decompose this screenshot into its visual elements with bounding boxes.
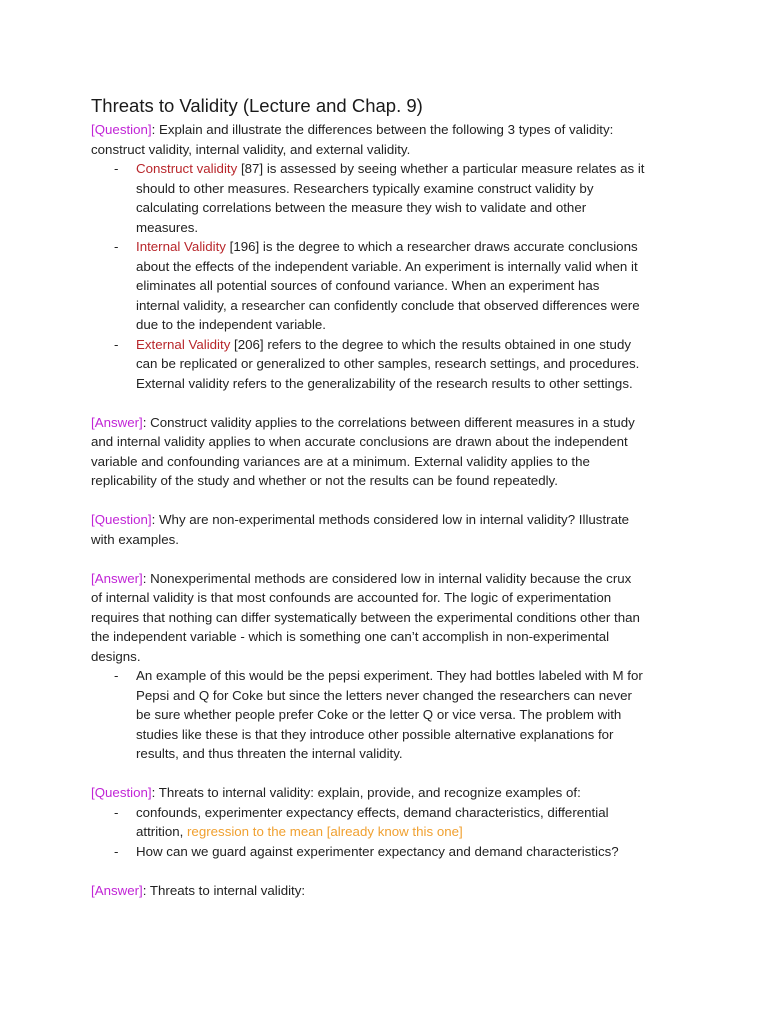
paragraph — [91, 569, 691, 589]
paragraph-line: the independent variable - which is something one can’t accomplish in non-experimental — [91, 629, 610, 644]
bullet-item — [91, 842, 691, 862]
bullet-list — [91, 159, 691, 393]
bullet-dash: - — [114, 668, 119, 683]
bullet-list — [91, 666, 691, 764]
answer-block — [91, 569, 691, 764]
question-tag: [Question] — [91, 122, 152, 137]
paragraph-line: construct validity, internal validity, and external validity. — [91, 141, 411, 157]
answer-block — [91, 413, 691, 491]
note-highlight: regression to the mean [already know this one] — [187, 824, 463, 839]
paragraph — [91, 510, 691, 530]
bullet-dash: - — [114, 804, 119, 820]
bullet-text: An example of this would be the pepsi experiment. They had bottles labeled with M for — [136, 668, 643, 683]
bullet-text: External validity refers to the generalizability of the research results to other settings. — [136, 375, 633, 391]
paragraph-line: designs. — [91, 648, 141, 664]
question-tag: [Question] — [91, 785, 152, 800]
document-title: Threats to Validity (Lecture and Chap. 9) — [91, 95, 423, 116]
bullet-item — [91, 803, 691, 842]
paragraph — [91, 120, 691, 140]
bullet-text: be sure whether people prefer Coke or the letter Q or vice versa. The problem with — [136, 707, 622, 722]
bullet-text: can be replicated or generalized to other samples, research settings, and procedures. — [136, 356, 640, 371]
term-highlight: Internal Validity — [136, 239, 226, 254]
bullet-text: Pepsi and Q for Coke but since the letters never changed the researchers can never — [136, 687, 632, 703]
bullet-item — [91, 159, 691, 237]
bullet-text: measures. — [136, 219, 199, 235]
bullet-text: eliminates all potential sources of confound variance. When an experiment has — [136, 278, 600, 293]
answer-block — [91, 881, 691, 901]
paragraph-line: replicability of the study and whether or not the results can be found repeatedly. — [91, 473, 558, 488]
term-highlight: Construct validity — [136, 161, 238, 176]
bullet-text: about the effects of the independent variable. An experiment is internally valid when it — [136, 258, 638, 274]
paragraph-spacer — [91, 764, 691, 784]
bullet-text: studies like these is that they introduce other possible alternative explanations for — [136, 726, 614, 742]
paragraph-line: and internal validity applies to when accurate conclusions are drawn about the independent — [91, 434, 628, 449]
bullet-item — [91, 237, 691, 335]
question-block — [91, 120, 691, 393]
paragraph-spacer — [91, 491, 691, 511]
bullet-text: confounds, experimenter expectancy effects, demand characteristics, differential — [136, 804, 609, 820]
paragraph-line: variable and confounding variances are at a minimum. External validity applies to the — [91, 453, 590, 469]
answer-tag: [Answer] — [91, 414, 143, 430]
paragraph-text: : Nonexperimental methods are considered low in internal validity because the crux — [142, 570, 632, 586]
paragraph-spacer — [91, 549, 691, 569]
paragraph-text: : Explain and illustrate the differences between the following 3 types of validity: — [151, 122, 614, 137]
paragraph-text: : Construct validity applies to the correlations between different measures in a study — [142, 414, 635, 430]
bullet-text: How can we guard against experimenter expectancy and demand characteristics? — [136, 843, 619, 859]
bullet-text: [87] is assessed by seeing whether a particular measure relates as it — [237, 161, 645, 176]
bullet-text: results, and thus threaten the internal validity. — [136, 746, 403, 761]
paragraph — [91, 881, 691, 901]
bullet-text: attrition, — [136, 824, 187, 839]
bullet-text: due to the independent variable. — [136, 317, 327, 332]
document-body — [91, 120, 691, 900]
bullet-dash: - — [114, 843, 119, 859]
answer-tag: [Answer] — [91, 882, 143, 898]
term-highlight: External Validity — [136, 336, 231, 352]
bullet-text: [196] is the degree to which a researcher draws accurate conclusions — [225, 239, 638, 254]
bullet-text: [206] refers to the degree to which the results obtained in one study — [230, 336, 631, 352]
bullet-dash: - — [114, 239, 119, 254]
bullet-text: internal validity, a researcher can confidently conclude that observed differences were — [136, 297, 640, 313]
paragraph-line: of internal validity is that most confounds are accounted for. The logic of experimentation — [91, 590, 612, 605]
bullet-text: calculating correlations between the measure they wish to validate and other — [136, 200, 587, 215]
paragraph-text: : Why are non-experimental methods considered low in internal validity? Illustrate — [151, 512, 630, 527]
bullet-item — [91, 666, 691, 764]
paragraph-line: requires that nothing can differ systematically between the experimental conditions other than — [91, 609, 640, 625]
paragraph-line: with examples. — [91, 531, 179, 547]
paragraph-spacer — [91, 861, 691, 881]
paragraph — [91, 413, 691, 433]
paragraph-spacer — [91, 393, 691, 413]
question-block — [91, 783, 691, 861]
answer-tag: [Answer] — [91, 570, 143, 586]
paragraph-text: : Threats to internal validity: explain, provide, and recognize examples of: — [151, 785, 581, 800]
bullet-text: should to other measures. Researchers typically examine construct validity by — [136, 180, 594, 196]
question-block — [91, 510, 691, 549]
bullet-dash: - — [114, 336, 119, 352]
bullet-dash: - — [114, 161, 119, 176]
paragraph — [91, 783, 691, 803]
bullet-list — [91, 803, 691, 862]
paragraph-text: : Threats to internal validity: — [142, 882, 306, 898]
bullet-item — [91, 335, 691, 394]
question-tag: [Question] — [91, 512, 152, 527]
